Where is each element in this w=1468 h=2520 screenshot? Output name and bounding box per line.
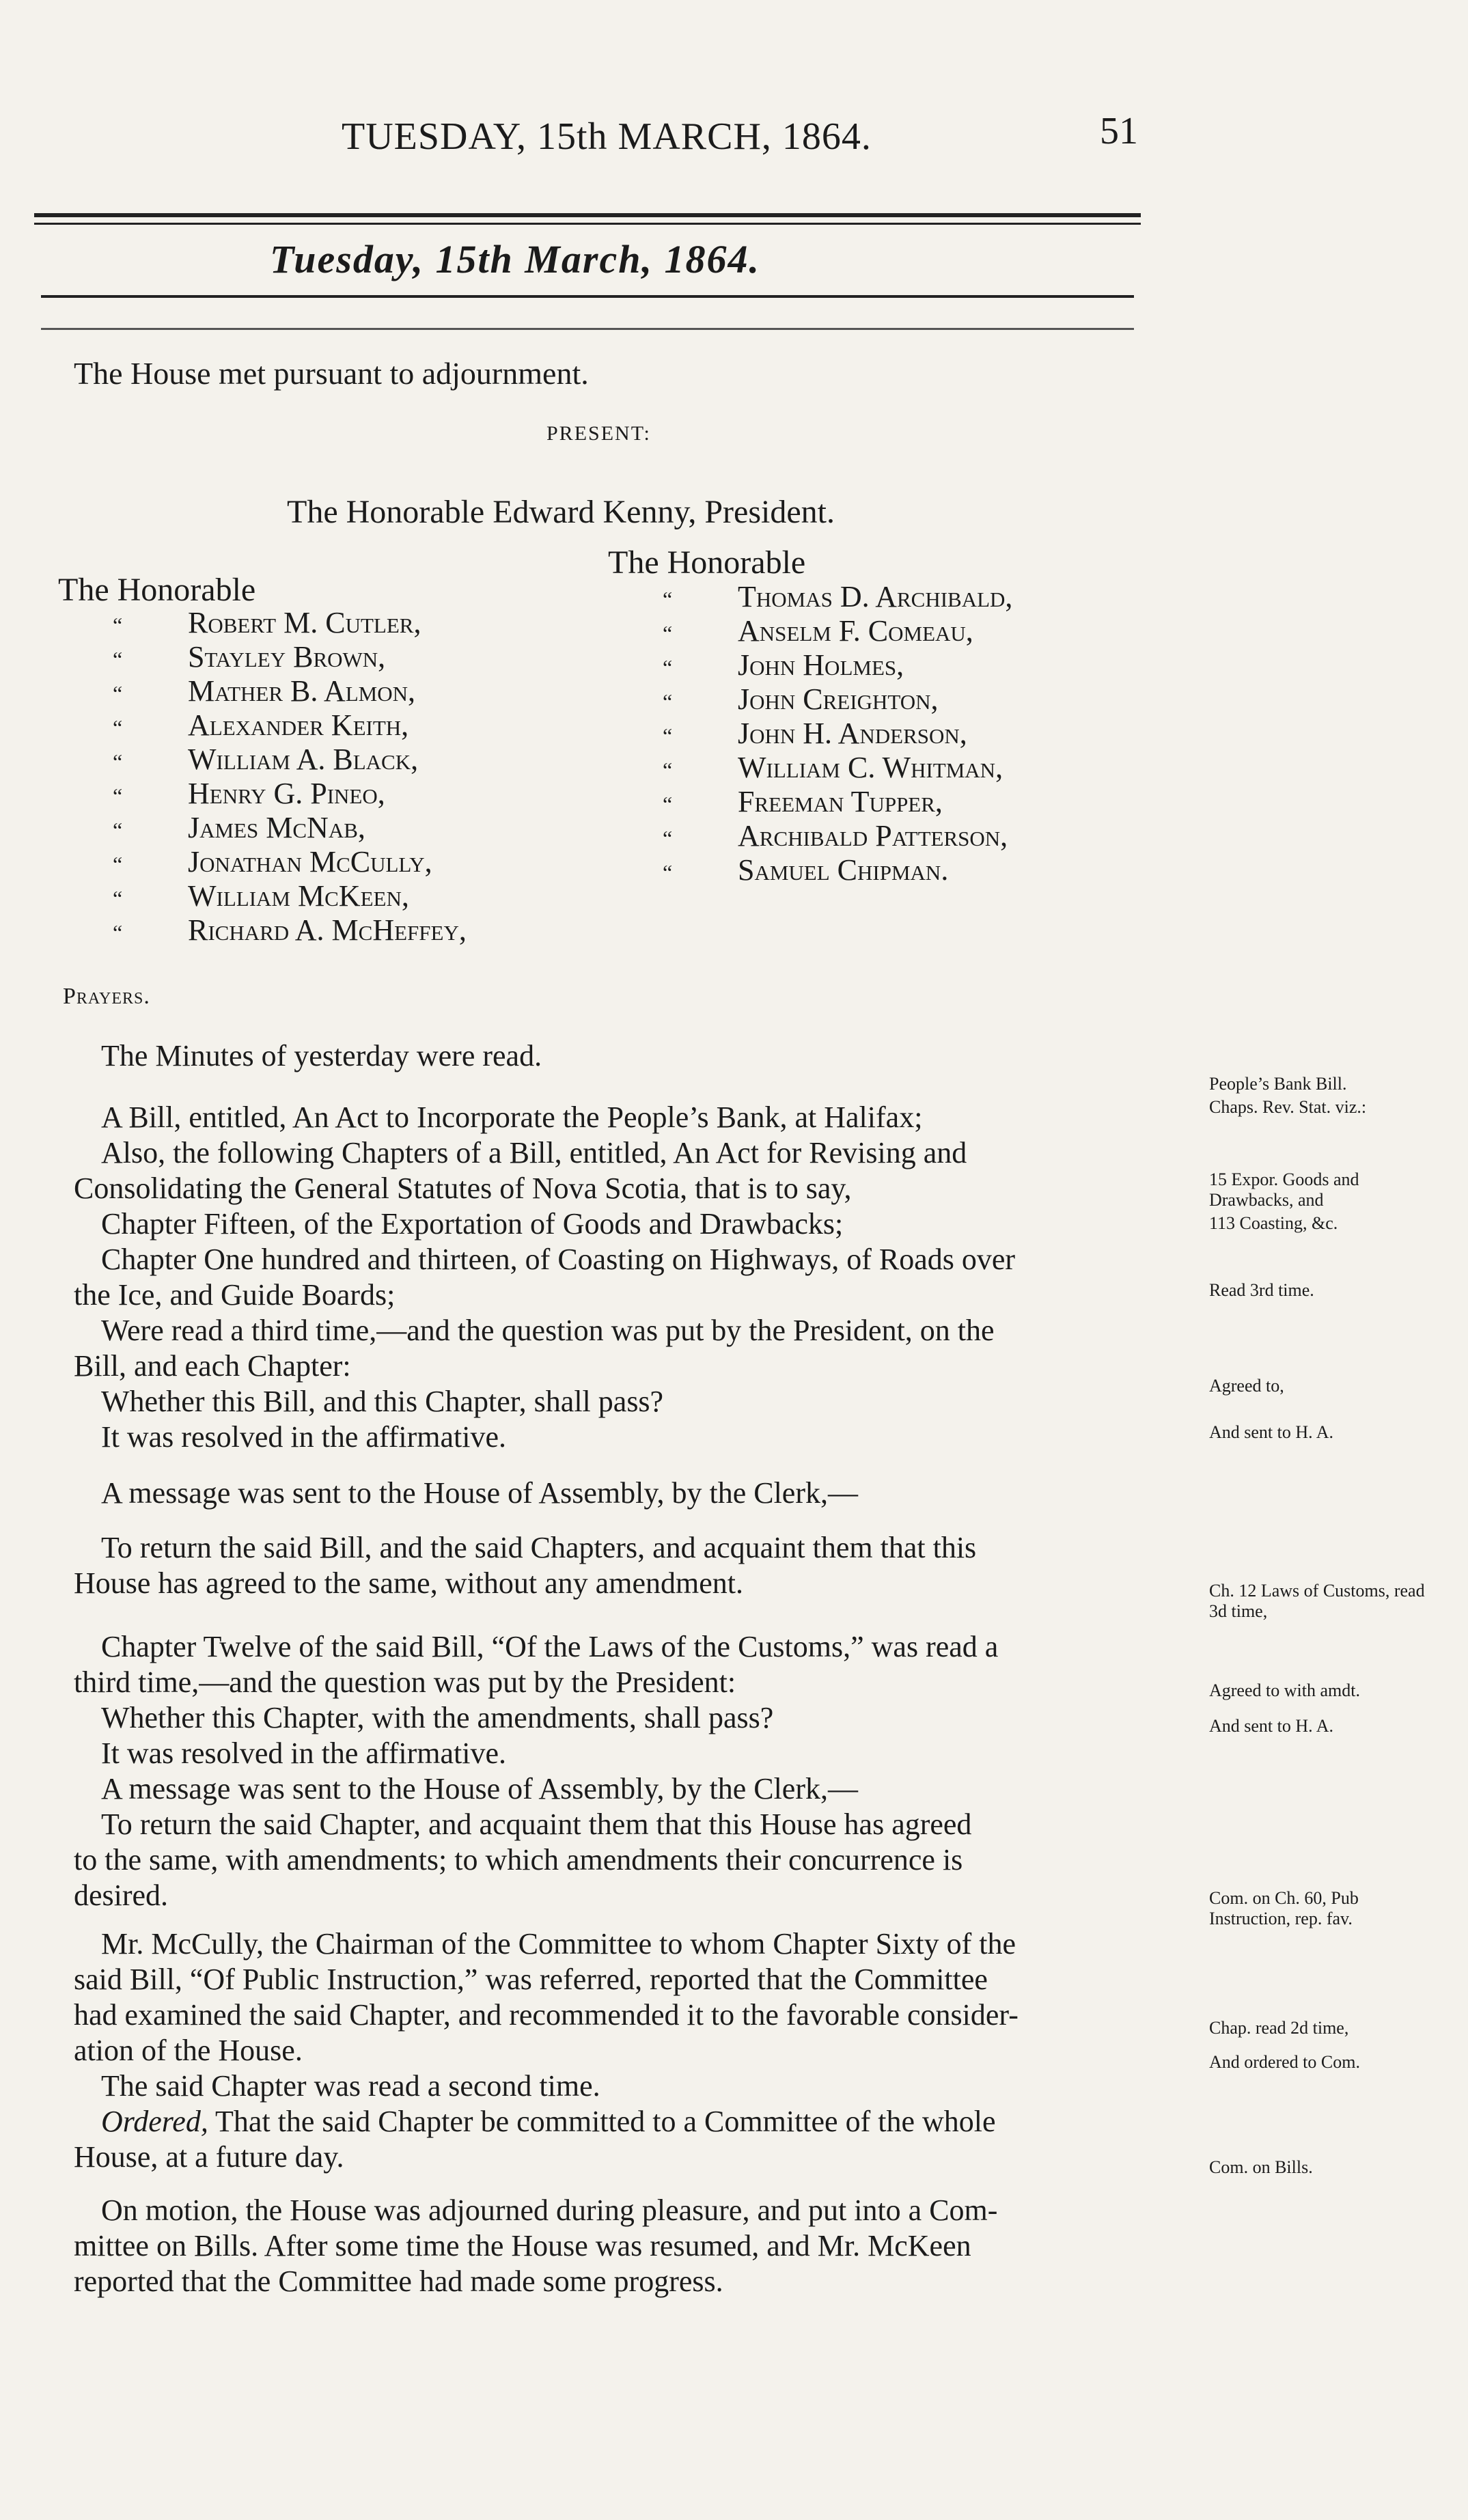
message-paragraph <box>74 1476 1208 1511</box>
text-line: mittee on Bills. After some time the House was resumed, and Mr. McKeen <box>74 2229 971 2262</box>
member-row: “ William C. Whitman, <box>663 751 1003 784</box>
date-subtitle: Tuesday, 15th March, 1864. <box>270 237 760 281</box>
text-line: Consolidating the General Statutes of Nova Scotia, that is to say, <box>74 1172 852 1205</box>
text-line: desired. <box>74 1879 169 1912</box>
member-row: “ Alexander Keith, <box>113 708 409 742</box>
text-line: third time,—and the question was put by the President: <box>74 1665 736 1699</box>
text-line: Chapter Twelve of the said Bill, “Of the Laws of the Customs,” was read a <box>101 1630 999 1663</box>
text-line: Whether this Chapter, with the amendments, shall pass? <box>101 1701 774 1734</box>
minutes-paragraph <box>74 1038 1208 1074</box>
committee-paragraph <box>74 1926 1208 2175</box>
text-line: Chapter One hundred and thirteen, of Coasting on Highways, of Roads over <box>101 1243 1016 1276</box>
left-column-heading: The Honorable <box>58 572 256 608</box>
text-line: House has agreed to the same, without any amendment. <box>74 1566 743 1600</box>
text-line: The Minutes of yesterday were read. <box>101 1039 542 1072</box>
text-line: A message was sent to the House of Assembly, by the Clerk,— <box>101 1476 858 1510</box>
member-row: “ Freeman Tupper, <box>663 785 943 818</box>
member-row: “ Robert M. Cutler, <box>113 606 421 639</box>
subtitle-rule <box>41 295 1134 298</box>
page-number: 51 <box>1100 110 1138 152</box>
text-line: Mr. McCully, the Chairman of the Committee to whom Chapter Sixty of the <box>101 1927 1016 1961</box>
text-line: House, at a future day. <box>74 2140 344 2174</box>
text-line: Chapter Fifteen, of the Exportation of Goods and Drawbacks; <box>101 1207 844 1241</box>
member-row: “ William A. Black, <box>113 743 419 776</box>
text-line: the Ice, and Guide Boards; <box>74 1278 396 1312</box>
prayers-heading: Prayers. <box>63 984 150 1009</box>
member-row: “ Archibald Patterson, <box>663 819 1008 853</box>
bill-paragraph <box>74 1100 1208 1455</box>
side-note: People’s Bank Bill. <box>1209 1074 1347 1094</box>
member-row: “ Thomas D. Archibald, <box>663 580 1013 613</box>
member-row: “ Stayley Brown, <box>113 640 386 674</box>
member-row: “ Jonathan McCully, <box>113 845 432 878</box>
text-line: To return the said Bill, and the said Chapters, and acquaint them that this <box>101 1531 977 1564</box>
text-line: reported that the Committee had made some progress. <box>74 2265 723 2298</box>
members-right-column <box>608 546 1223 888</box>
member-row: “ John Holmes, <box>663 648 904 682</box>
running-title: TUESDAY, 15th MARCH, 1864. <box>342 115 872 158</box>
present-label: PRESENT: <box>546 422 651 445</box>
president-line: The Honorable Edward Kenny, President. <box>287 494 835 530</box>
text-line: Whether this Bill, and this Chapter, shall pass? <box>101 1385 664 1418</box>
members-left-column <box>58 572 618 947</box>
customs-paragraph <box>74 1629 1208 1913</box>
side-note: 113 Coasting, &c. <box>1209 1213 1338 1233</box>
member-row: “ John Creighton, <box>663 682 939 716</box>
member-row: “ William McKeen, <box>113 879 409 913</box>
member-row: “ Richard A. McHeffey, <box>113 913 467 947</box>
adjourn-paragraph <box>74 2193 1208 2299</box>
text-line: The said Chapter was read a second time. <box>101 2069 600 2103</box>
subtitle-rule-thin <box>41 328 1134 330</box>
text-line: It was resolved in the affirmative. <box>101 1736 506 1770</box>
right-column-heading: The Honorable <box>608 544 806 581</box>
house-met-line: The House met pursuant to adjournment. <box>74 356 589 391</box>
ordered-word: Ordered, <box>101 2105 208 2138</box>
text-line: Ordered, That the said Chapter be committed to a Committee of the whole <box>101 2105 996 2138</box>
header-rule <box>34 213 1141 217</box>
text-line: said Bill, “Of Public Instruction,” was referred, reported that the Committee <box>74 1963 988 1996</box>
text-line: It was resolved in the affirmative. <box>101 1420 506 1454</box>
side-note: Com. on Ch. 60, Pub Instruction, rep. fav. <box>1209 1888 1359 1928</box>
text-line: On motion, the House was adjourned during pleasure, and put into a Com- <box>101 2193 998 2227</box>
side-note: Com. on Bills. <box>1209 2157 1313 2177</box>
side-note: Chap. read 2d time, <box>1209 2018 1349 2038</box>
text-line: Were read a third time,—and the question was put by the President, on the <box>101 1314 995 1347</box>
side-note: Ch. 12 Laws of Customs, read 3d time, <box>1209 1581 1425 1621</box>
header-rule-thin <box>34 223 1141 225</box>
text-line: To return the said Chapter, and acquaint them that this House has agreed <box>101 1808 972 1841</box>
text-line: had examined the said Chapter, and recommended it to the favorable consider- <box>74 1998 1019 2032</box>
member-row: “ Mather B. Almon, <box>113 674 415 708</box>
member-row: “ Anselm F. Comeau, <box>663 614 973 648</box>
member-row: “ James McNab, <box>113 811 365 844</box>
side-note: Read 3rd time. <box>1209 1280 1314 1300</box>
text-line: ation of the House. <box>74 2034 303 2067</box>
member-row: “ John H. Anderson, <box>663 717 967 750</box>
member-row: “ Henry G. Pineo, <box>113 777 385 810</box>
side-note: Agreed to with amdt. <box>1209 1680 1360 1700</box>
side-note: And ordered to Com. <box>1209 2052 1360 2072</box>
side-note: And sent to H. A. <box>1209 1716 1333 1736</box>
return-paragraph <box>74 1530 1208 1601</box>
side-note: 15 Expor. Goods and Drawbacks, and <box>1209 1169 1359 1210</box>
side-note: And sent to H. A. <box>1209 1422 1333 1442</box>
text-line: Bill, and each Chapter: <box>74 1349 351 1383</box>
text-line: A message was sent to the House of Assembly, by the Clerk,— <box>101 1772 858 1805</box>
side-note: Agreed to, <box>1209 1376 1284 1396</box>
member-row: “ Samuel Chipman. <box>663 853 949 887</box>
text-line: to the same, with amendments; to which amendments their concurrence is <box>74 1843 963 1877</box>
text-line: A Bill, entitled, An Act to Incorporate the People’s Bank, at Halifax; <box>101 1100 923 1134</box>
text-line: Also, the following Chapters of a Bill, entitled, An Act for Revising and <box>101 1136 967 1169</box>
side-note: Chaps. Rev. Stat. viz.: <box>1209 1097 1367 1117</box>
